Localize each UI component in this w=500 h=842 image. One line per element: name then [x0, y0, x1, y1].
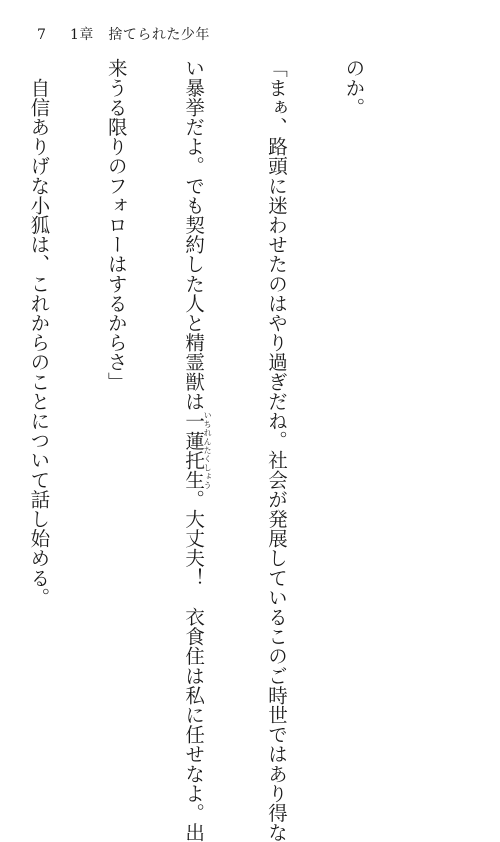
- text-line: 「まぁ、路頭に迷わせたのはやり過ぎだね。社会が発展しているこのご時世ではあり得な: [265, 58, 289, 842]
- text-line: のか。: [342, 58, 366, 117]
- text-line: 自信ありげな小狐は、これからのことについて話し始める。: [27, 58, 51, 607]
- page-number: 7: [37, 27, 46, 43]
- furigana: 一蓮托生いちれんたくしょう: [182, 410, 213, 490]
- chapter-header: 1章 捨てられた少年: [70, 27, 210, 43]
- text-line: い暴挙だよ。でも契約した人と精霊獣は一蓮托生いちれんたくしょう。大丈夫！ 衣食住は私に任せなよ。出: [182, 58, 213, 842]
- text-line: 来うる限りのフォローはするからさ」: [104, 58, 128, 392]
- body-text: [0, 58, 418, 842]
